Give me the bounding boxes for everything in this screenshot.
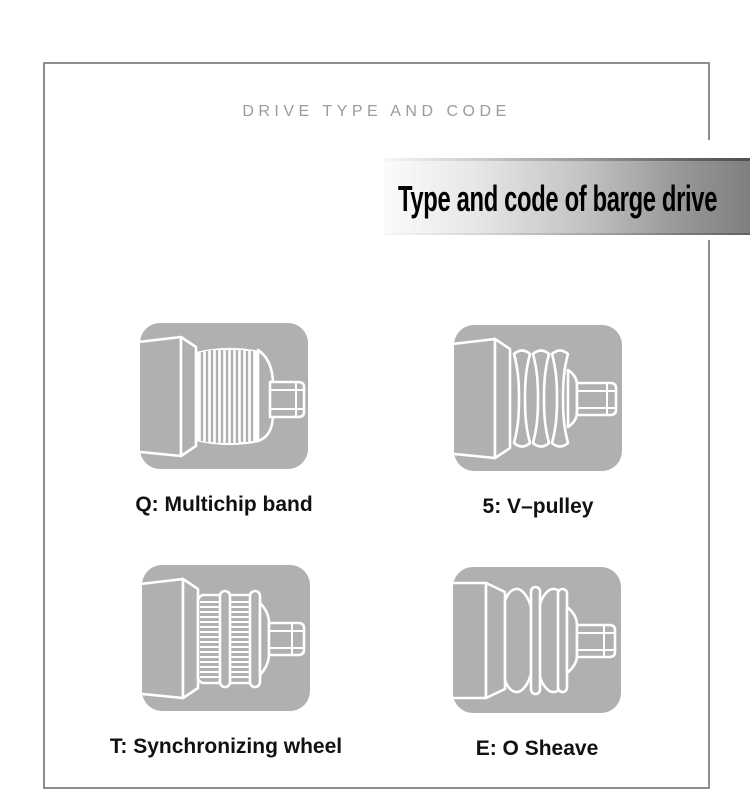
drive-item-5 (454, 325, 622, 525)
drive-label-5: 5: V–pulley (482, 495, 594, 518)
drive-item-t (109, 565, 343, 765)
drive-label-q: Q: Multichip band (135, 493, 313, 516)
banner-gradient-strip (384, 158, 750, 235)
banner-title: Type and code of barge drive (398, 177, 718, 219)
section-title: DRIVE TYPE AND CODE (242, 103, 511, 120)
synchronizing-timing-wheel-motor-icon (142, 565, 310, 711)
v-belt-pulley-motor-icon (454, 325, 622, 471)
drive-item-e (453, 567, 621, 767)
drive-label-e: E: O Sheave (475, 737, 599, 760)
drive-item-q (135, 323, 313, 523)
multi-rib-belt-pulley-motor-icon (140, 323, 308, 469)
banner (384, 140, 750, 240)
drive-label-t: T: Synchronizing wheel (109, 735, 343, 758)
o-groove-sheave-motor-icon (453, 567, 621, 713)
